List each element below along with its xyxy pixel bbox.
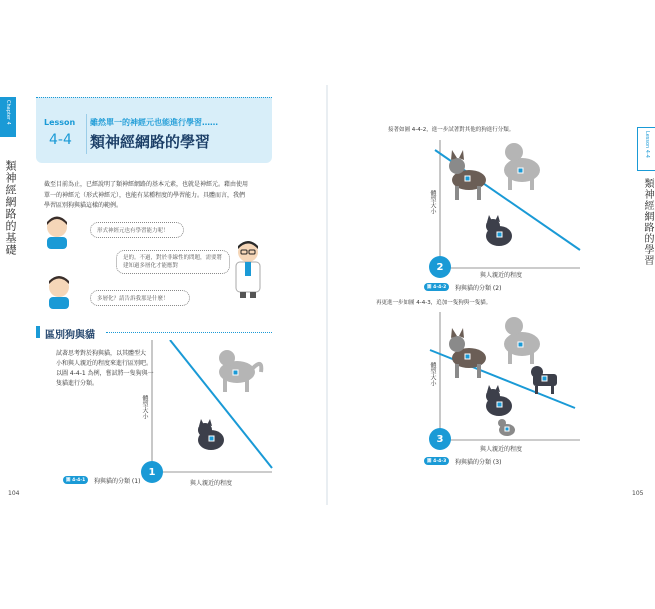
figure-step-badge: 3 [429,428,451,450]
figure-label-badge: 圖 4-4-1 [63,476,88,484]
lesson-label: Lesson [44,118,76,127]
figure-label-badge: 圖 4-4-2 [424,283,449,291]
dog-icon [531,366,557,394]
section-dots [106,332,272,333]
speech-bubble: 形式神經元也有學習能力呢！ [90,222,184,238]
figure-4-4-1-plot [140,340,280,480]
lesson-tab: Lesson 4-4 [637,127,655,171]
lesson-side-title: 類神經網路的學習 [642,178,653,266]
figure3-intro: 再更進一步如圖 4-4-3，追加一隻狗與一隻貓。 [376,300,492,306]
page-number: 105 [632,490,644,497]
x-axis-label: 與人親近的程度 [480,272,523,279]
y-axis-label: 體型大小 [141,395,148,419]
lesson-subtitle: 雖然單一的神經元也能進行學習…… [90,118,218,127]
figure-caption: 狗與貓的分類 (3) [455,459,502,466]
figure-step-badge: 2 [429,256,451,278]
student-avatar-icon [42,215,72,249]
figure-caption: 狗與貓的分類 (1) [94,478,141,485]
section-heading [36,326,272,341]
cat-icon [486,385,512,416]
dog-icon [449,150,486,200]
y-axis-label: 體型大小 [429,190,436,214]
speech-bubble: 多層化？請告訴我那是什麼！ [90,290,190,306]
x-axis-label: 與人親近的程度 [480,446,523,453]
lesson-divider [86,114,87,154]
section-paragraph: 試著思考對於狗與貓，以其體型大 小和與人親近的程度來進行區別吧。 以圖 4-4-1 為例，嘗試將一隻狗與一 隻貓進行分類。 [56,350,154,387]
lesson-header-box [36,97,272,163]
lesson-header-dots [36,97,272,102]
dog-icon [219,350,261,392]
dog-icon [504,143,540,190]
figure-4-4-2-plot [425,140,585,275]
section-bar [36,326,40,338]
student-avatar-icon [44,275,74,309]
chapter-title: 類神經網路的基礎 [4,160,17,256]
book-spine [326,85,328,505]
y-axis-label: 體型大小 [429,362,436,386]
professor-avatar-icon [230,240,266,298]
lesson-title: 類神經網路的學習 [90,133,211,151]
figure-label-badge: 圖 4-4-3 [424,457,449,465]
cat-icon [498,419,515,436]
figure-4-4-3-plot [425,312,585,447]
chapter-tab: Chapter 4 [0,97,16,137]
figure-step-badge: 1 [141,461,163,483]
cat-icon [198,419,224,450]
dog-icon [449,328,486,378]
figure2-intro: 接著如圖 4-4-2，進一步試著對其他的狗進行分類。 [388,127,515,133]
speech-bubble: 是的。不過，對於非線性的問題，需要將建知過多層化才能應對 [116,250,230,274]
intro-paragraph: 截至目前為止，已經說明了類神經網路的基本元素，也就是神經元。藉由使用 單一的神經元（形式神經元），也能有某種程度的學習能力。具體而言，我們 學習區別狗與貓這樣的範例。 [44,181,249,209]
dog-icon [504,317,540,364]
figure-caption: 狗與貓的分類 (2) [455,285,502,292]
cat-icon [486,215,512,246]
lesson-number: 4-4 [49,132,72,148]
page-number: 104 [8,490,20,497]
x-axis-label: 與人親近的程度 [190,480,233,487]
section-title: 區別狗與貓 [45,330,95,341]
